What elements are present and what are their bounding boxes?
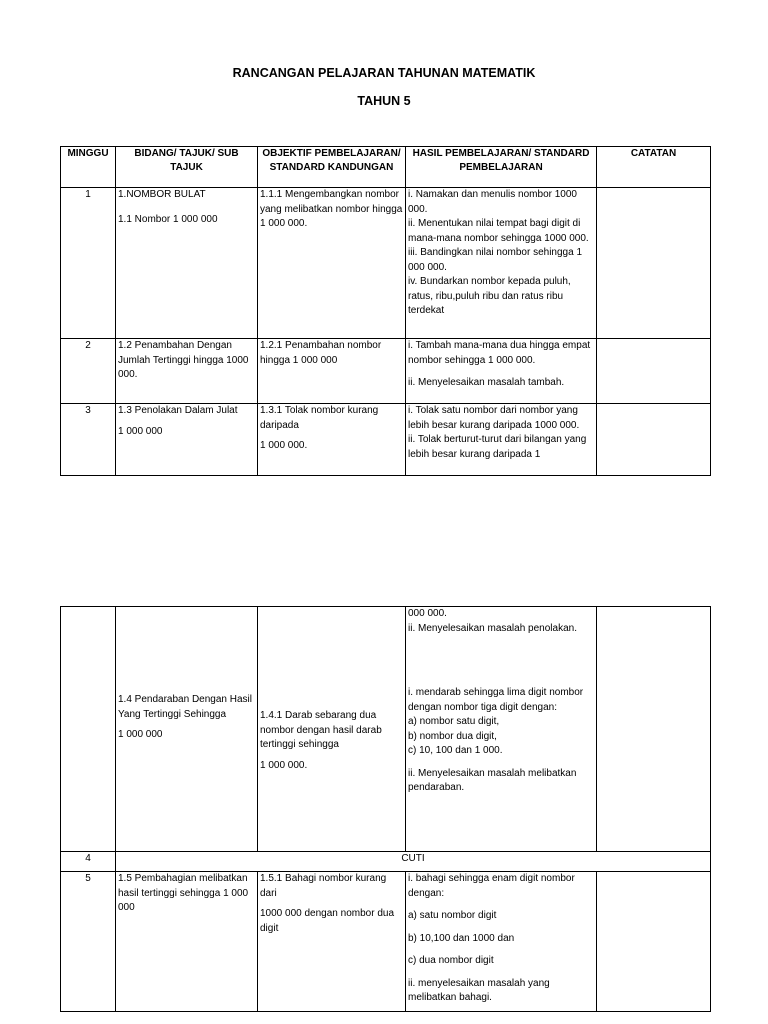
table-header-row bbox=[61, 147, 711, 188]
table-row bbox=[61, 404, 711, 476]
outcome-item: b) nombor dua digit, bbox=[408, 730, 497, 742]
outcome-item: a) satu nombor digit bbox=[408, 910, 497, 921]
week-number: 1 bbox=[61, 188, 116, 339]
outcome-item: a) nombor satu digit, bbox=[408, 716, 500, 727]
document-title: RANCANGAN PELAJARAN TAHUNAN MATEMATIK bbox=[232, 66, 536, 80]
topic-heading: 1.4 Pendaraban Dengan Hasil Yang Tertinggi Sehingga bbox=[118, 694, 252, 720]
outcome-item: i. Namakan dan menulis nombor 1000 000. bbox=[408, 189, 577, 215]
objective-text: 1 000 000. bbox=[260, 759, 308, 771]
topic-cell: 1.5 Pembahagian melibatkan hasil tertinggi sehingga 1 000 000 bbox=[116, 872, 258, 1012]
notes-cell bbox=[597, 872, 711, 1012]
week-number: 3 bbox=[61, 404, 116, 476]
header-hasil: HASIL PEMBELAJARAN/ STANDARD PEMBELAJARAN bbox=[406, 147, 597, 188]
header-catatan: CATATAN bbox=[597, 147, 711, 188]
header-minggu: MINGGU bbox=[61, 147, 116, 188]
document-subtitle: TAHUN 5 bbox=[357, 94, 411, 108]
header-objektif: OBJEKTIF PEMBELAJARAN/ STANDARD KANDUNGAN bbox=[258, 147, 406, 188]
objective-text: 1.5.1 Bahagi nombor kurang dari bbox=[260, 873, 387, 899]
notes-cell bbox=[597, 339, 711, 404]
topic-cell: 1.2 Penambahan Dengan Jumlah Tertinggi hingga 1000 000. bbox=[116, 339, 258, 404]
week-number bbox=[61, 607, 116, 852]
outcome-cell bbox=[406, 607, 597, 852]
objective-text: 1000 000 dengan nombor dua digit bbox=[260, 908, 395, 934]
topic-heading: 1.3 Penolakan Dalam Julat bbox=[118, 405, 238, 416]
week-number: 5 bbox=[61, 872, 116, 1012]
objective-cell bbox=[258, 404, 406, 476]
objective-cell bbox=[258, 872, 406, 1012]
table-row bbox=[61, 872, 711, 1012]
topic-cell bbox=[116, 607, 258, 852]
outcome-item: ii. Menentukan nilai tempat bagi digit di mana-mana nombor sehingga 1000 000. bbox=[408, 218, 589, 244]
objective-text: 1.3.1 Tolak nombor kurang daripada bbox=[260, 405, 379, 431]
outcome-cell bbox=[406, 872, 597, 1012]
outcome-item: ii. menyelesaikan masalah yang melibatkan bahagi. bbox=[408, 977, 550, 1003]
outcome-item: i. Tambah mana-mana dua hingga empat nombor sehingga 1 000 000. bbox=[408, 340, 591, 366]
outcome-cell bbox=[406, 339, 597, 404]
objective-cell bbox=[258, 607, 406, 852]
outcome-item: ii. Menyelesaikan masalah penolakan. bbox=[408, 622, 577, 634]
holiday-cell: CUTI bbox=[116, 852, 711, 872]
week-number: 2 bbox=[61, 339, 116, 404]
table-row bbox=[61, 188, 711, 339]
topic-cell bbox=[116, 188, 258, 339]
outcome-item: i. bahagi sehingga enam digit nombor dengan: bbox=[408, 873, 575, 899]
objective-cell: 1.2.1 Penambahan nombor hingga 1 000 000 bbox=[258, 339, 406, 404]
outcome-cell bbox=[406, 404, 597, 476]
notes-cell bbox=[597, 188, 711, 339]
lesson-plan-table-page1 bbox=[60, 146, 711, 476]
table-row bbox=[61, 607, 711, 852]
topic-cell bbox=[116, 404, 258, 476]
outcome-item: 000 000. bbox=[408, 608, 447, 619]
table-row bbox=[61, 852, 711, 872]
table-row bbox=[61, 339, 711, 404]
outcome-item: ii. Menyelesaikan masalah tambah. bbox=[408, 377, 565, 388]
topic-heading: 1.NOMBOR BULAT bbox=[118, 189, 206, 200]
lesson-plan-table-page2 bbox=[60, 606, 711, 1012]
notes-cell bbox=[597, 404, 711, 476]
notes-cell bbox=[597, 607, 711, 852]
objective-cell: 1.1.1 Mengembangkan nombor yang melibatkan nombor hingga 1 000 000. bbox=[258, 188, 406, 339]
outcome-item: iv. Bundarkan nombor kepada puluh, ratus, ribu,puluh ribu dan ratus ribu terdekat bbox=[408, 276, 571, 316]
subtopic: 1 000 000 bbox=[118, 425, 163, 437]
outcome-item: b) 10,100 dan 1000 dan bbox=[408, 932, 515, 944]
outcome-item: i. mendarab sehingga lima digit nombor dengan nombor tiga digit dengan: bbox=[408, 687, 584, 713]
outcome-item: c) 10, 100 dan 1 000. bbox=[408, 745, 503, 756]
outcome-cell bbox=[406, 188, 597, 339]
outcome-item: iii. Bandingkan nilai nombor sehingga 1 000 000. bbox=[408, 247, 583, 273]
header-bidang: BIDANG/ TAJUK/ SUB TAJUK bbox=[116, 147, 258, 188]
outcome-item: i. Tolak satu nombor dari nombor yang lebih besar kurang daripada 1000 000. bbox=[408, 405, 580, 431]
outcome-item: c) dua nombor digit bbox=[408, 955, 494, 966]
objective-text: 1 000 000. bbox=[260, 440, 308, 451]
week-number: 4 bbox=[61, 852, 116, 872]
subtopic: 1 000 000 bbox=[118, 729, 163, 740]
objective-text: 1.4.1 Darab sebarang dua nombor dengan hasil darab tertinggi sehingga bbox=[260, 710, 382, 750]
outcome-item: ii. Menyelesaikan masalah melibatkan pendaraban. bbox=[408, 767, 577, 793]
subtopic: 1.1 Nombor 1 000 000 bbox=[118, 213, 218, 225]
outcome-item: ii. Tolak berturut-turut dari bilangan yang lebih besar kurang daripada 1 bbox=[408, 434, 587, 460]
